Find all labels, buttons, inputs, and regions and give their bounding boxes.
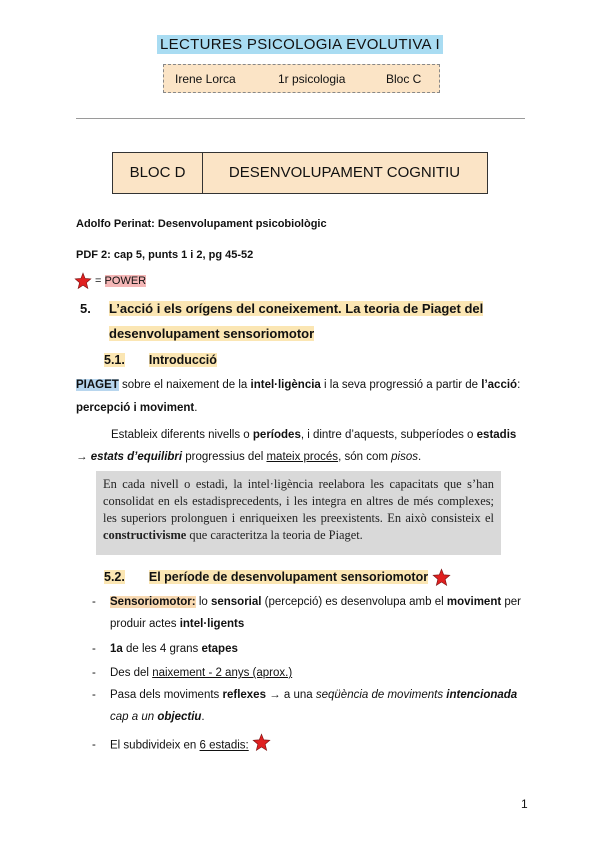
quote-block: En cada nivell o estadi, la intel·ligència reelabora les capacitats que s’han consolidat en els estadisprecedents, i les integra en altres de més complexes; les superiors prolonguen i enriqueixen les preexistents. En això consisteix el constructivisme que caracteritza la teoria de Piaget. (96, 471, 501, 555)
subsection-heading: 5.2. El període de desenvolupament sensoriomotor (104, 568, 451, 587)
section-title-cont: desenvolupament sensoriomotor (109, 326, 315, 341)
author-name: Irene Lorca (175, 72, 236, 86)
paragraph: Estableix diferents nivells o períodes, i dintre d’aquests, subperíodes o estadis (111, 429, 517, 441)
list-item-cont: produir actes intel·ligents (110, 618, 245, 630)
list-item-cont: cap a un objectiu. (110, 711, 205, 723)
paragraph-cont: → estats d’equilibri progressius del mateix procés, són com pisos. (76, 451, 422, 463)
bloc-box (112, 152, 488, 194)
paragraph: PIAGET sobre el naixement de la intel·ligència i la seva progressió a partir de l’acció: (76, 379, 521, 391)
bloc-label: Bloc C (386, 72, 422, 86)
bloc-code: BLOC D (113, 153, 203, 193)
arrow-icon: → (265, 689, 284, 701)
source-author: Adolfo Perinat: Desenvolupament psicobiològic (76, 218, 327, 230)
legend-label: POWER (104, 274, 147, 287)
legend: = POWER (74, 272, 146, 290)
course-label: 1r psicologia (278, 72, 346, 86)
section-number: 5. (80, 301, 91, 316)
arrow-icon: → (76, 451, 88, 463)
star-icon (432, 568, 451, 587)
subsection-heading: 5.1. Introducció (104, 353, 217, 367)
divider (76, 118, 525, 119)
page-number: 1 (521, 797, 528, 811)
bloc-name: DESENVOLUPAMENT COGNITIU (228, 164, 461, 181)
paragraph-cont: percepció i moviment. (76, 402, 198, 414)
meta-box (163, 64, 440, 93)
document-title: LECTURES PSICOLOGIA EVOLUTIVA I (0, 36, 600, 53)
section-title: L’acció i els orígens del coneixement. La teoria de Piaget del (109, 301, 484, 316)
star-icon (74, 272, 92, 290)
star-icon (252, 733, 271, 752)
source-pdf: PDF 2: cap 5, punts 1 i 2, pg 45-52 (76, 249, 254, 261)
